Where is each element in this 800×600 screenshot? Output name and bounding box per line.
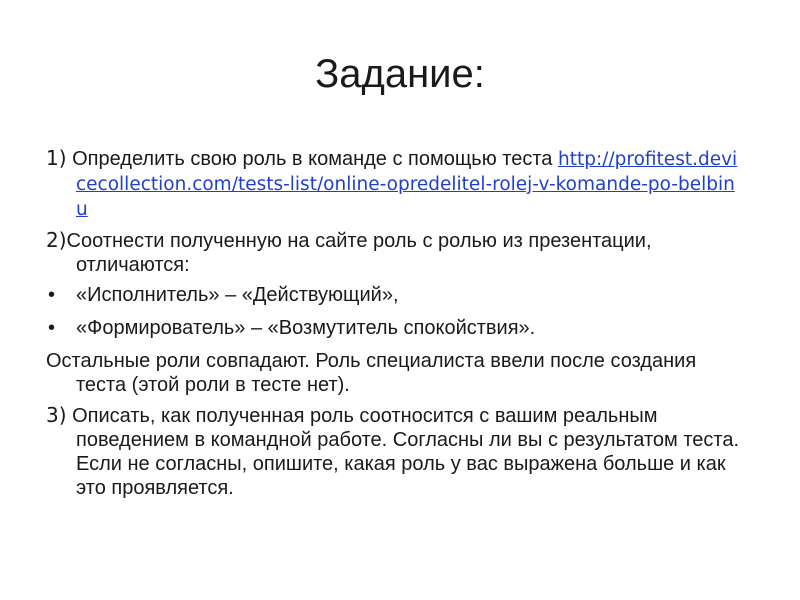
task-item-3 [46,403,746,500]
task-item-1 [46,146,746,222]
task-item-2 [46,228,746,277]
bullet-item [46,283,746,307]
test-link[interactable]: http://profitest.devicecollection.com/tests-list/online-opredelitel-rolej-v-komande-po-belbinu [76,149,738,220]
slide-title: Задание: [315,52,485,96]
task-text-2: Соотнести полученную на сайте роль с ролью из презентации, отличаются: [66,230,652,276]
task-text-1: Определить свою роль в команде с помощью теста [66,148,558,170]
task-number-2: 2) [46,228,67,252]
bullet-icon: • [48,317,56,339]
bullet-icon: • [48,284,56,306]
note-text: Остальные роли совпадают. Роль специалиста ввели после создания теста (этой роли в тесте нет). [46,350,697,396]
bullet-text: «Формирователь» – «Возмутитель спокойствия». [76,317,536,339]
slide-body [46,146,746,506]
task-number-3: 3) [46,403,67,427]
bullet-text: «Исполнитель» – «Действующий», [76,284,399,306]
bullet-item [46,316,746,340]
task-text-3: Описать, как полученная роль соотносится с вашим реальным поведением в командной работе. Согласны ли вы с результатом теста. Если не согласны, опишите, какая роль у вас выражена больше и как это проявляется. [66,405,739,499]
task-number-1: 1) [46,146,67,170]
